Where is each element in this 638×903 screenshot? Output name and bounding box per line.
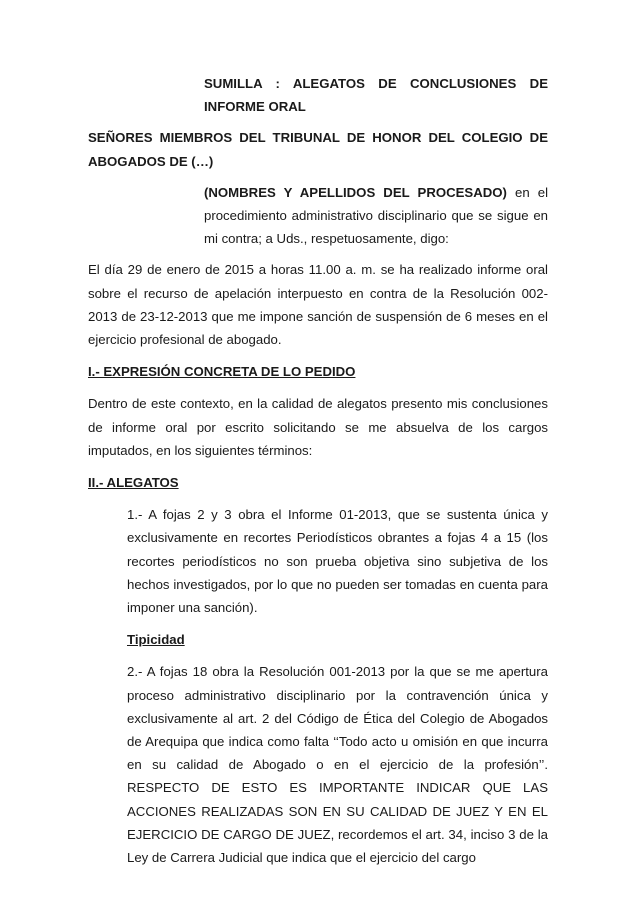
alegato-item-2: 2.- A fojas 18 obra la Resolución 001-2013 por la que se me apertura proceso administrativo disciplinario por la contravención única y exclusivamente al art. 2 del Código de Ética del Colegio de Abogados de Arequipa que indica como falta ‘‘Todo acto u omisión en que incurra en su calidad de Abogado o en el ejercicio de la profesión’’. RESPECTO DE ESTO ES IMPORTANTE INDICAR QUE LAS ACCIONES REALIZADAS SON EN SU CALIDAD DE JUEZ Y EN EL EJERCICIO DE CARGO DE JUEZ, recordemos el art. 34, inciso 3 de la Ley de Carrera Judicial que indica que el ejercicio del cargo <box>127 664 548 866</box>
intro-paragraph: El día 29 de enero de 2015 a horas 11.00 a. m. se ha realizado informe oral sobre el recurso de apelación interpuesto en contra de la Resolución 002-2013 de 23-12-2013 que me impone sanción de suspensión de 6 meses en el ejercicio profesional de abogado. <box>88 262 548 348</box>
section2-heading: II.- ALEGATOS <box>88 475 179 491</box>
document-page <box>88 72 548 869</box>
petitioner-text: en el procedimiento administrativo disciplinario que se sigue en mi contra; a Uds., respetuosamente, digo: <box>204 184 549 247</box>
alegatos-list <box>127 503 548 869</box>
addressee: SEÑORES MIEMBROS DEL TRIBUNAL DE HONOR DEL COLEGIO DE ABOGADOS DE (…) <box>88 130 548 169</box>
sumilla: SUMILLA : ALEGATOS DE CONCLUSIONES DE INFORME ORAL <box>204 76 548 115</box>
alegato-item-1: 1.- A fojas 2 y 3 obra el Informe 01-2013, que se sustenta única y exclusivamente en recortes Periodísticos obrantes a fojas 4 a 15 (los recortes periodísticos no son prueba objetiva sino subjetiva de los hechos investigados, por lo que no pueden ser tomadas en cuenta para imponer una sanción). <box>127 507 548 616</box>
tipicidad-heading: Tipicidad <box>127 632 185 648</box>
section1-heading: I.- EXPRESIÓN CONCRETA DE LO PEDIDO <box>88 364 356 380</box>
section1-paragraph: Dentro de este contexto, en la calidad de alegatos presento mis conclusiones de informe oral por escrito solicitando se me absuelva de los cargos imputados, en los siguientes términos: <box>88 396 548 458</box>
petitioner-name: (NOMBRES Y APELLIDOS DEL PROCESADO) <box>204 184 507 200</box>
petitioner-paragraph <box>204 181 548 251</box>
